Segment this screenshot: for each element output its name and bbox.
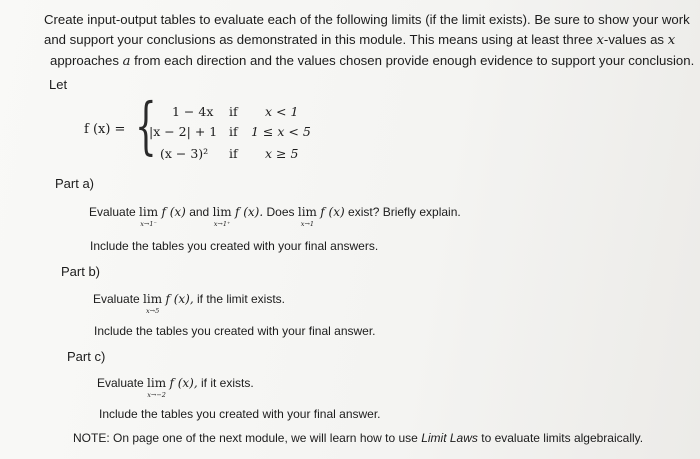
part-c-heading: Part c): [67, 349, 106, 364]
limit-3: lim x→1: [297, 205, 317, 228]
piece-2-cond: 1 ≤ x < 5: [251, 124, 311, 139]
piece-3-if: if: [229, 146, 238, 161]
piece-2-if: if: [229, 124, 238, 139]
limit-b: lim x→5: [143, 292, 163, 315]
piece-1-if: if: [229, 104, 238, 119]
part-a-heading: Part a): [55, 176, 95, 191]
part-b-include: Include the tables you created with your final answer.: [94, 324, 376, 338]
piece-2-expr: |x − 2| + 1: [149, 124, 218, 139]
note-line: NOTE: On page one of the next module, we will learn how to use Limit Laws to evaluate limits algebraically.: [73, 431, 644, 445]
part-a-include: Include the tables you created with your final answers.: [90, 239, 379, 253]
part-b-question: Evaluate lim x→5 f (x), if the limit exists.: [93, 292, 286, 315]
piece-1-cond: x < 1: [265, 104, 299, 119]
let-label: Let: [49, 77, 68, 92]
piece-3-expr: (x − 3)²: [160, 146, 209, 161]
instructions-line-1: Create input-output tables to evaluate each of the following limits (if the limit exists). Be sure to show your work: [44, 12, 690, 27]
part-b-heading: Part b): [61, 264, 101, 279]
instructions-paragraph: [44, 10, 695, 72]
limit-2: lim x→1⁺: [212, 205, 232, 228]
function-lhs: f (x) =: [84, 122, 126, 137]
part-c-include: Include the tables you created with your final answer.: [99, 407, 381, 421]
part-a-question: Evaluate lim x→1⁻ f (x) and lim x→1⁺ f (x). Does lim x→1 f (x) exist? Briefly explain.: [89, 205, 461, 228]
piece-1-expr: 1 − 4x: [172, 104, 214, 119]
limit-1: lim x→1⁻: [139, 205, 159, 228]
piece-3-cond: x ≥ 5: [265, 146, 299, 161]
left-brace: {: [135, 89, 157, 162]
part-c-question: Evaluate lim x→−2 f (x), if it exists.: [97, 376, 254, 399]
instructions-line-3: approaches a from each direction and the values chosen provide enough evidence to support your conclusion.: [50, 53, 695, 69]
limit-c: lim x→−2: [147, 376, 167, 399]
instructions-line-2: and support your conclusions as demonstrated in this module. This means using at least three x-values as x: [44, 32, 676, 48]
